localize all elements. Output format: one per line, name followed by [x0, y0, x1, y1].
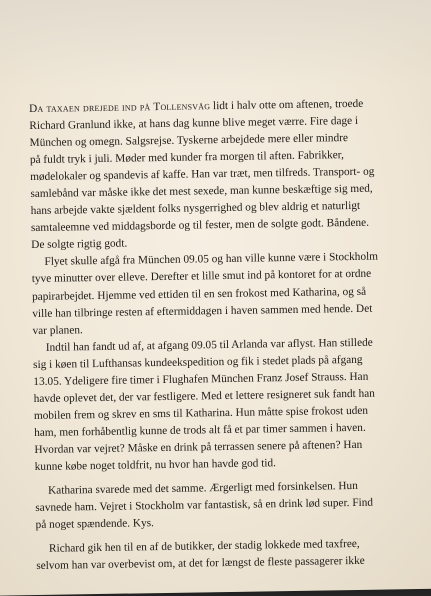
text-line: samtaleemne ved middagsborde og til fester, men de solgte godt. Båndene.: [30, 217, 370, 235]
text-line: mødelokaler og spandevis af kaffe. Han var træt, men tilfreds. Transport- og: [30, 165, 375, 184]
text-line: hans arbejde vakte sjældent folks nysgerrighed og blev aldrig et naturligt: [30, 200, 361, 218]
text-line: samlebånd var måske ikke det mest sexede, man kunne beskæftige sig med,: [30, 182, 373, 201]
text-line: ville han tilbringe resten af eftermiddagen i haven sammen med hende. Det: [32, 302, 373, 320]
paragraph: [29, 112, 431, 255]
text-line: havde oplevet det, der var festligere. Med et lettere resigneret suk fandt han: [33, 387, 375, 405]
text-line: Katharina svarede med det samme. Ærgerligt med forsinkelsen. Hun: [48, 479, 358, 497]
paragraph: [35, 477, 431, 534]
text-line: 13.05. Ydeligere fire timer i Flughafen München Franz Josef Strauss. Han: [33, 370, 369, 388]
text-line: De solgte rigtig godt.: [31, 237, 128, 252]
text-line: Richard Granlund ikke, at hans dag kunne blive meget værre. Fire dage i: [29, 114, 359, 133]
paragraph: [31, 248, 431, 340]
text-line: tyve minutter over elleve. Derefter et lille smut ind på kontoret for at ordne: [31, 268, 372, 286]
text-line: Richard gik hen til en af de butikker, der stadig lokkede med taxfree,: [48, 538, 360, 555]
paragraphs: [29, 112, 431, 575]
paragraph: [33, 333, 431, 476]
text-line: Indtil han fandt ud af, at afgang 09.05 til Arlanda var aflyst. Han stillede: [45, 336, 373, 354]
text-line: på fuldt tryk i juli. Møder med kunder fra morgen til aften. Fabrikker,: [29, 149, 344, 167]
paragraph: [36, 535, 431, 575]
opening-smallcaps: Da taxaen drejede ind på Tollensväg: [29, 100, 211, 116]
text-line: ham, men forhåbentlig kunne de trods alt få et par timer sammen i haven.: [34, 421, 366, 439]
text-line: på noget spændende. Kys.: [35, 517, 155, 532]
text-line: kunne købe noget toldfrit, nu hvor han havde god tid.: [34, 457, 277, 473]
text-line: München og omegn. Salgsrejse. Tyskerne arbejdede mere eller mindre: [29, 132, 349, 150]
text-line: selvom han var overbevist om, at det for længst de fleste passagerer ikke: [36, 555, 365, 573]
text-line: sig i køen til Lufthansas kundeekspedition og fik i stedet plads på afgang: [33, 353, 363, 371]
text-line: Flyet skulle afgå fra München 09.05 og han ville kunne være i Stockholm: [44, 251, 379, 269]
text-line: papirarbejdet. Hjemme ved ettiden til en sen frokost med Katharina, og så: [31, 285, 367, 303]
page-top-shadow: [0, 0, 431, 91]
text-line: mobilen frem og skrev en sms til Katharina. Hun måtte spise frokost uden: [33, 404, 369, 422]
text-line: savnede ham. Vejret i Stockholm var fantastisk, så en drink lød super. Find: [35, 496, 374, 515]
body-text: [29, 95, 431, 575]
opening-rest: lidt i halv otte om aftenen, troede: [210, 97, 364, 113]
text-line: var planen.: [32, 323, 83, 337]
text-line: Hvordan var vejret? Måske en drink på terrassen senere på aftenen? Han: [34, 438, 363, 456]
